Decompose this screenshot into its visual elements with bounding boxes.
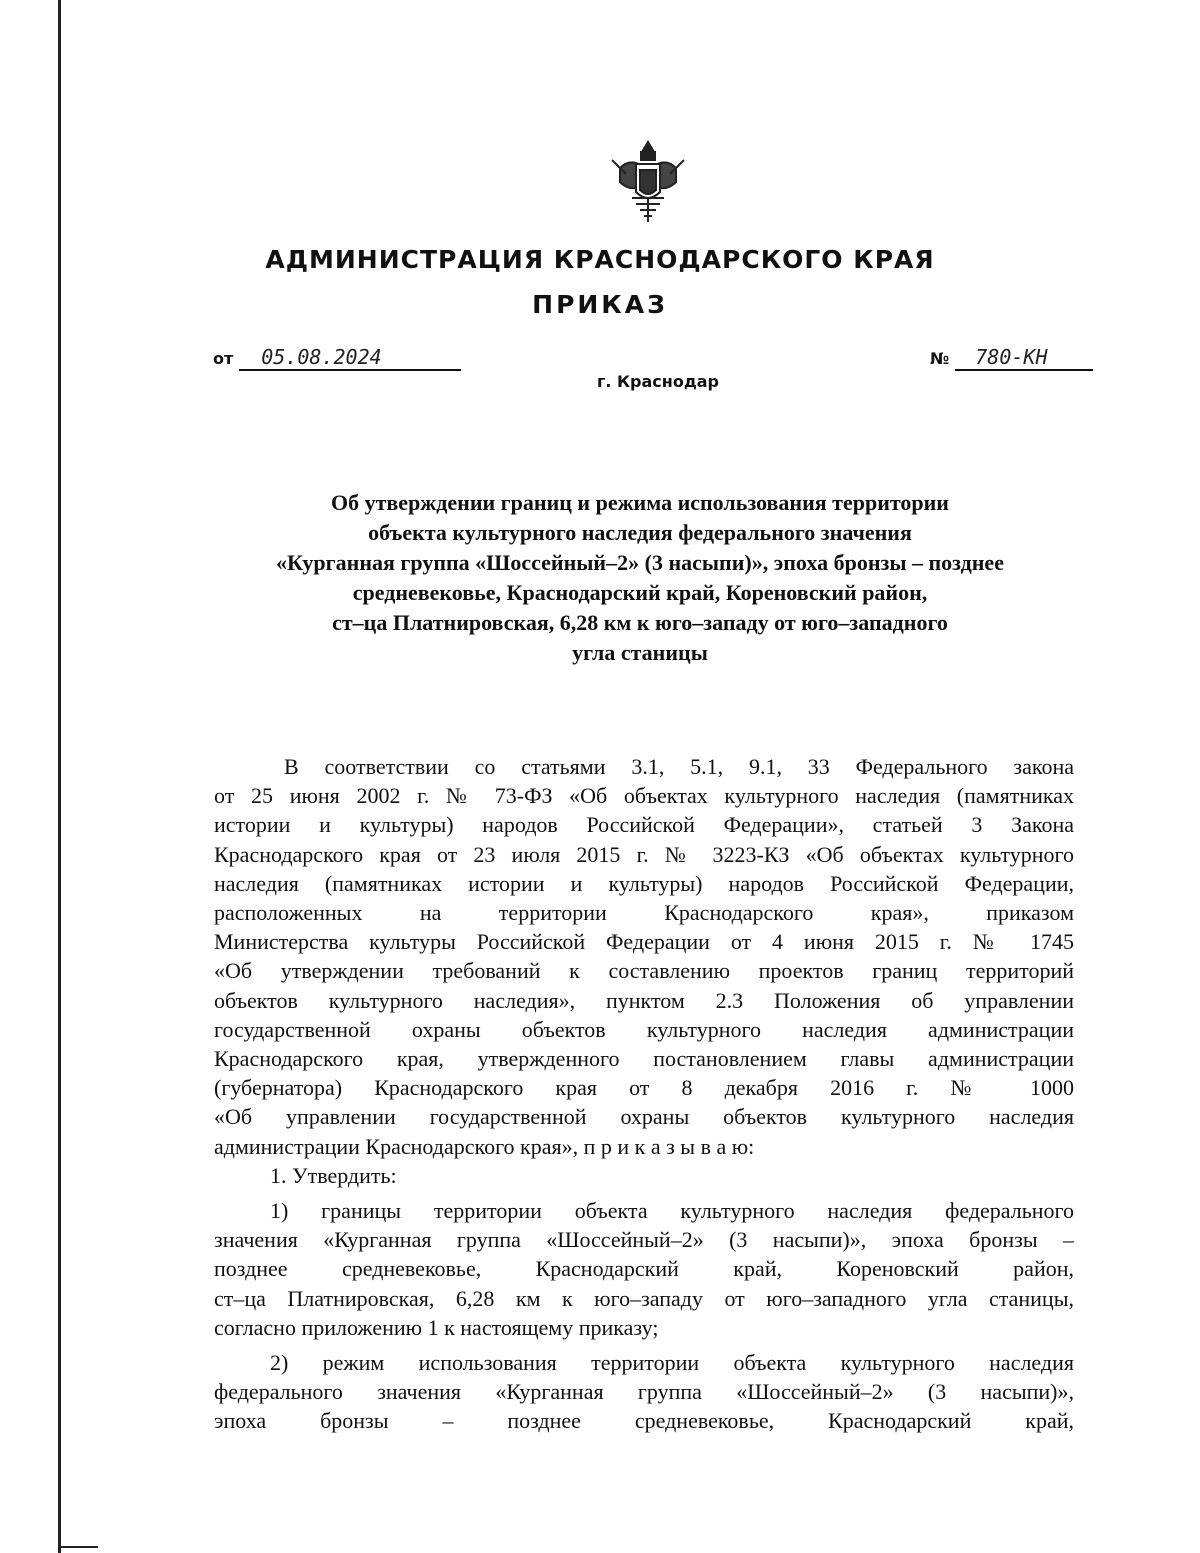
body-line: значения «Курганная группа «Шоссейный–2» (3 насыпи)», эпоха бронзы – <box>214 1227 1074 1253</box>
body-line: администрации Краснодарского края», п р и к а з ы в а ю: <box>214 1133 755 1159</box>
title-line: объекта культурного наследия федерального значения <box>368 520 912 545</box>
date-row <box>213 345 461 371</box>
title-line: угла станицы <box>572 640 708 665</box>
number-value: 780-КН <box>955 345 1093 371</box>
body-line: позднее средневековье, Краснодарский край, Кореновский район, <box>214 1256 1074 1282</box>
document-body <box>214 752 1074 1436</box>
date-prefix: от <box>213 349 234 368</box>
page-left-edge <box>58 0 61 1553</box>
body-line: Министерства культуры Российской Федерации от 4 июня 2015 г. № 1745 <box>214 929 1074 955</box>
document-type: ПРИКАЗ <box>532 290 668 319</box>
title-line: Об утверждении границ и режима использования территории <box>331 490 949 515</box>
body-line: от 25 июня 2002 г. № 73-ФЗ «Об объектах культурного наследия (памятниках <box>214 783 1074 809</box>
body-line: 1) границы территории объекта культурного наследия федерального <box>270 1198 1074 1224</box>
title-line: средневековье, Краснодарский край, Кореновский район, <box>352 580 928 605</box>
body-line: Краснодарского края, утвержденного постановлением главы администрации <box>214 1046 1074 1072</box>
body-line: «Об управлении государственной охраны объектов культурного наследия <box>214 1104 1074 1130</box>
page-bottom-mark <box>58 1546 98 1548</box>
body-line: федерального значения «Курганная группа «Шоссейный–2» (3 насыпи)», <box>214 1379 1074 1405</box>
body-line: 2) режим использования территории объекта культурного наследия <box>270 1350 1074 1376</box>
body-line: Краснодарского края от 23 июля 2015 г. № 3223-КЗ «Об объектах культурного <box>214 841 1074 867</box>
body-line: «Об утверждении требований к составлению проектов границ территорий <box>214 958 1074 984</box>
coat-of-arms-icon <box>606 140 690 224</box>
number-row <box>930 345 1093 371</box>
title-line: ст–ца Платнировская, 6,28 км к юго–западу от юго–западного <box>332 610 948 635</box>
body-line: В соответствии со статьями 3.1, 5.1, 9.1, 33 Федерального закона <box>284 754 1074 779</box>
body-line: ст–ца Платнировская, 6,28 км к юго–западу от юго–западного угла станицы, <box>214 1285 1074 1311</box>
body-line: 1. Утвердить: <box>270 1162 397 1188</box>
body-line: (губернатора) Краснодарского края от 8 декабря 2016 г. № 1000 <box>214 1075 1074 1101</box>
number-prefix: № <box>930 349 950 368</box>
body-line: наследия (памятниках истории и культуры) народов Российской Федерации, <box>214 870 1074 896</box>
date-value: 05.08.2024 <box>239 345 461 371</box>
body-line: объектов культурного наследия», пунктом 2.3 Положения об управлении <box>214 987 1074 1013</box>
organization-name: АДМИНИСТРАЦИЯ КРАСНОДАРСКОГО КРАЯ <box>265 245 935 274</box>
body-line: эпоха бронзы – позднее средневековье, Краснодарский край, <box>214 1408 1074 1434</box>
document-title <box>200 488 1080 668</box>
body-line: истории и культуры) народов Российской Федерации», статьей 3 Закона <box>214 812 1074 838</box>
body-line: расположенных на территории Краснодарского края», приказом <box>214 900 1074 926</box>
city: г. Краснодар <box>596 372 720 391</box>
body-line: согласно приложению 1 к настоящему приказу; <box>214 1314 659 1340</box>
title-line: «Курганная группа «Шоссейный–2» (3 насыпи)», эпоха бронзы – позднее <box>276 550 1004 575</box>
body-line: государственной охраны объектов культурного наследия администрации <box>214 1016 1074 1042</box>
